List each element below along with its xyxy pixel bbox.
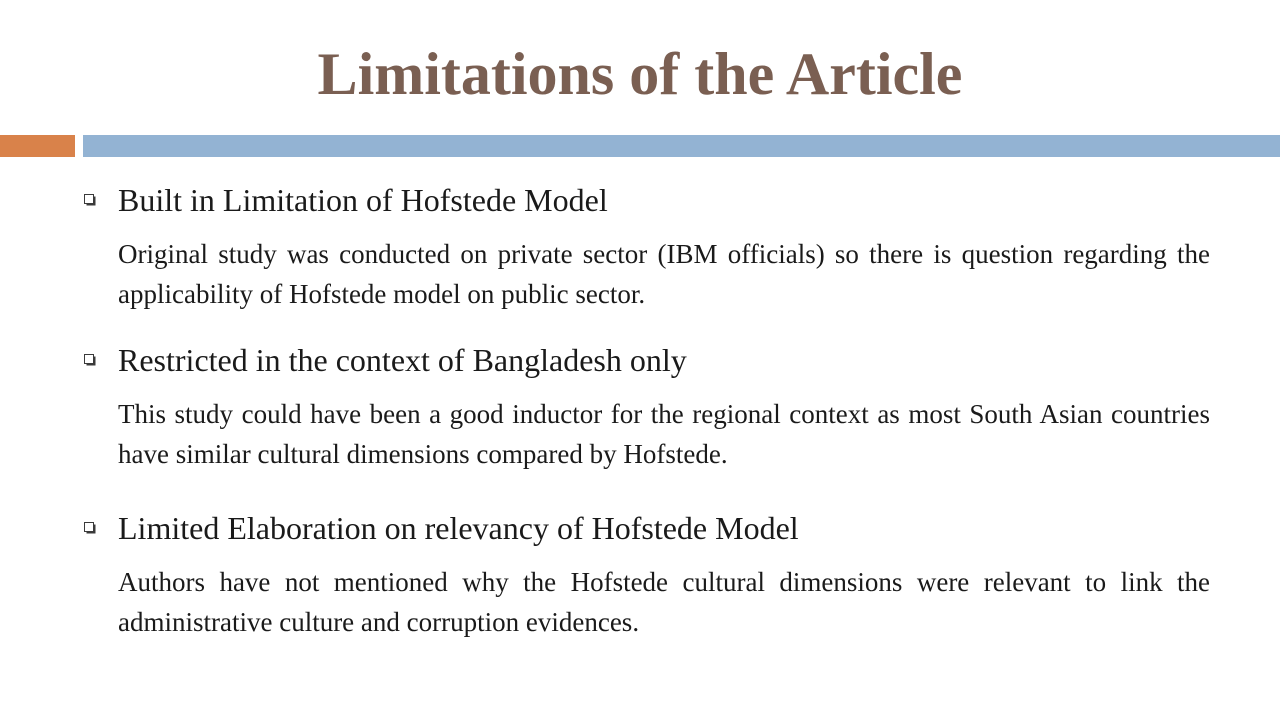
limitation-body: Original study was conducted on private sector (IBM officials) so there is question regarding the applicability of Hofstede model on public sector. — [118, 239, 1210, 309]
limitation-heading-row — [84, 180, 1210, 220]
limitation-heading: Limited Elaboration on relevancy of Hofstede Model — [118, 510, 799, 546]
accent-bar-right — [83, 135, 1280, 157]
limitation-heading: Built in Limitation of Hofstede Model — [118, 182, 608, 218]
square-bullet-icon — [84, 194, 97, 207]
accent-bar-left — [0, 135, 75, 157]
limitation-body: Authors have not mentioned why the Hofstede cultural dimensions were relevant to link the administrative culture and corruption evidences. — [118, 567, 1210, 637]
slide-title: Limitations of the Article — [317, 41, 963, 107]
limitation-heading: Restricted in the context of Bangladesh only — [118, 342, 687, 378]
square-bullet-icon — [84, 522, 97, 535]
limitation-item — [84, 340, 1210, 474]
limitation-heading-row — [84, 340, 1210, 380]
limitation-heading-row — [84, 508, 1210, 548]
square-bullet-icon — [84, 354, 97, 367]
limitation-body: This study could have been a good inductor for the regional context as most South Asian countries have similar cultural dimensions compared by Hofstede. — [118, 399, 1210, 469]
limitation-item — [84, 180, 1210, 314]
limitation-item — [84, 508, 1210, 642]
